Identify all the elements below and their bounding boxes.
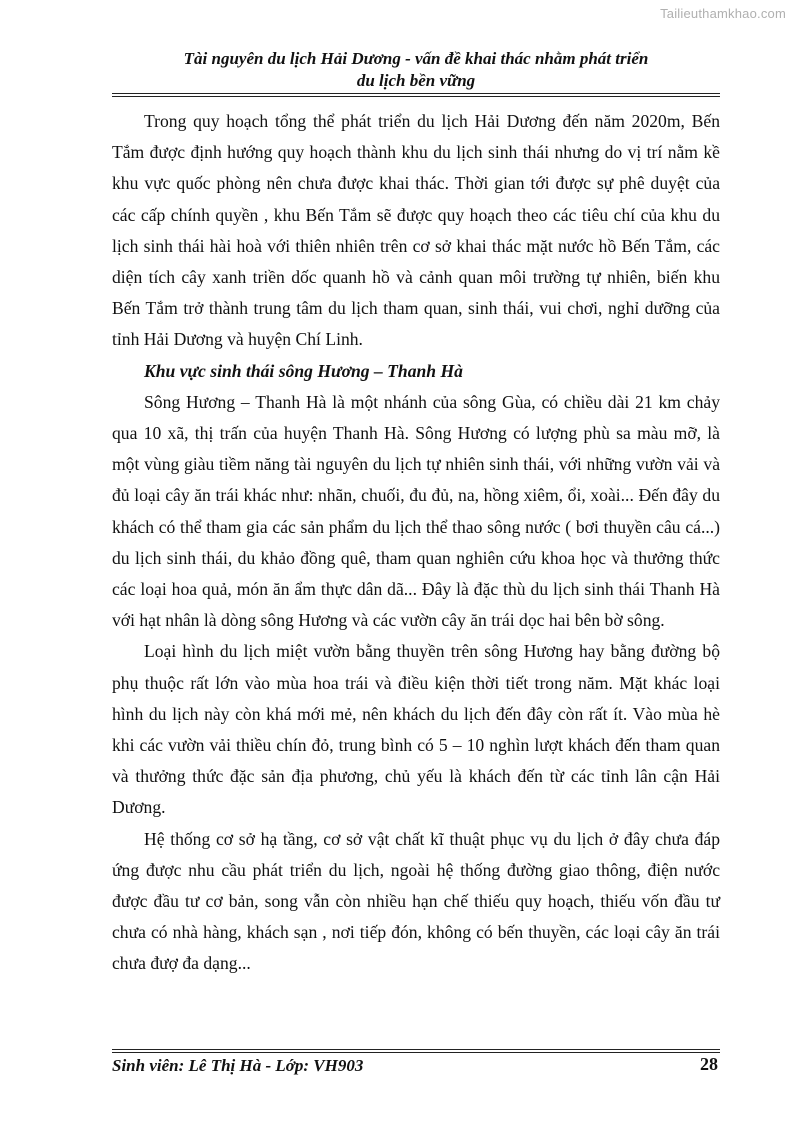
footer-student-info: Sinh viên: Lê Thị Hà - Lớp: VH903: [112, 1056, 364, 1075]
header-title-line-1: Tài nguyên du lịch Hải Dương - vấn đề khai thác nhằm phát triển: [183, 49, 649, 68]
header-title-line-2: du lịch bền vững: [356, 71, 476, 90]
paragraph-song-huong: Sông Hương – Thanh Hà là một nhánh của sông Gùa, có chiều dài 21 km chảy qua 10 xã, thị trấn của huyện Thanh Hà. Sông Hương có lượng phù sa màu mỡ, là một vùng giàu tiềm năng tài nguyên du lịch tự nhiên sinh thái, với những vườn vải và đủ loại cây ăn trái khác như: nhãn, chuối, đu đủ, na, hồng xiêm, ổi, xoài... Đến đây du khách có thể tham gia các sản phẩm du lịch thể thao sông nước ( bơi thuyền câu cá...) du lịch sinh thái, du khảo đồng quê, tham quan nghiên cứu khoa học và thưởng thức các loại hoa quả, món ăn ẩm thực dân dã... Đây là đặc thù du lịch sinh thái Thanh Hà với hạt nhân là dòng sông Hương và các vườn cây ăn trái dọc hai bên bờ sông.: [112, 391, 720, 631]
footer-rule: [112, 1049, 720, 1053]
paragraph-ben-tam: Trong quy hoạch tổng thể phát triển du lịch Hải Dương đến năm 2020m, Bến Tắm được định hướng quy hoạch thành khu du lịch sinh thái nhưng do vị trí nằm kề khu vực quốc phòng nên chưa được khai thác. Thời gian tới được sự phê duyệt của các cấp chính quyền , khu Bến Tắm sẽ được quy hoạch theo các tiêu chí của khu du lịch sinh thái hài hoà với thiên nhiên trên cơ sở khai thác mặt nước hồ Bến Tắm, các diện tích cây xanh triền dốc quanh hồ và cảnh quan môi trường tự nhiên, biến khu Bến Tắm trở thành trung tâm du lịch tham quan, sinh thái, vui chơi, nghỉ dưỡng của tỉnh Hải Dương và huyện Chí Linh.: [112, 111, 720, 350]
paragraph-loai-hinh: Loại hình du lịch miệt vườn bằng thuyền trên sông Hương hay bằng đường bộ phụ thuộc rất lớn vào mùa hoa trái và điều kiện thời tiết trong năm. Mặt khác loại hình du lịch này còn khá mới mẻ, nên khách du lịch đến đây còn rất ít. Vào mùa hè khi các vườn vải thiều chín đỏ, trung bình có 5 – 10 nghìn lượt khách đến tham quan và thưởng thức đặc sản địa phương, chủ yếu là khách đến từ các tỉnh lân cận Hải Dương.: [112, 641, 720, 818]
header-rule: [112, 93, 720, 97]
body-text: [112, 106, 720, 980]
paragraph-co-so-ha-tang: Hệ thống cơ sở hạ tầng, cơ sở vật chất kĩ thuật phục vụ du lịch ở đây chưa đáp ứng được nhu cầu phát triển du lịch, ngoài hệ thống đường giao thông, điện nước được đầu tư cơ bản, song vẫn còn nhiều hạn chế thiếu quy hoạch, thiếu vốn đầu tư chưa có nhà hàng, khách sạn , nơi tiếp đón, không có bến thuyền, các loại cây ăn trái chưa đượ đa dạng...: [112, 828, 720, 974]
page-number: 28: [700, 1054, 718, 1074]
watermark: Tailieuthamkhao.com: [660, 6, 786, 21]
page-footer: [112, 1055, 720, 1079]
section-subheading: Khu vực sinh thái sông Hương – Thanh Hà: [144, 360, 463, 381]
page-header: [112, 48, 720, 92]
